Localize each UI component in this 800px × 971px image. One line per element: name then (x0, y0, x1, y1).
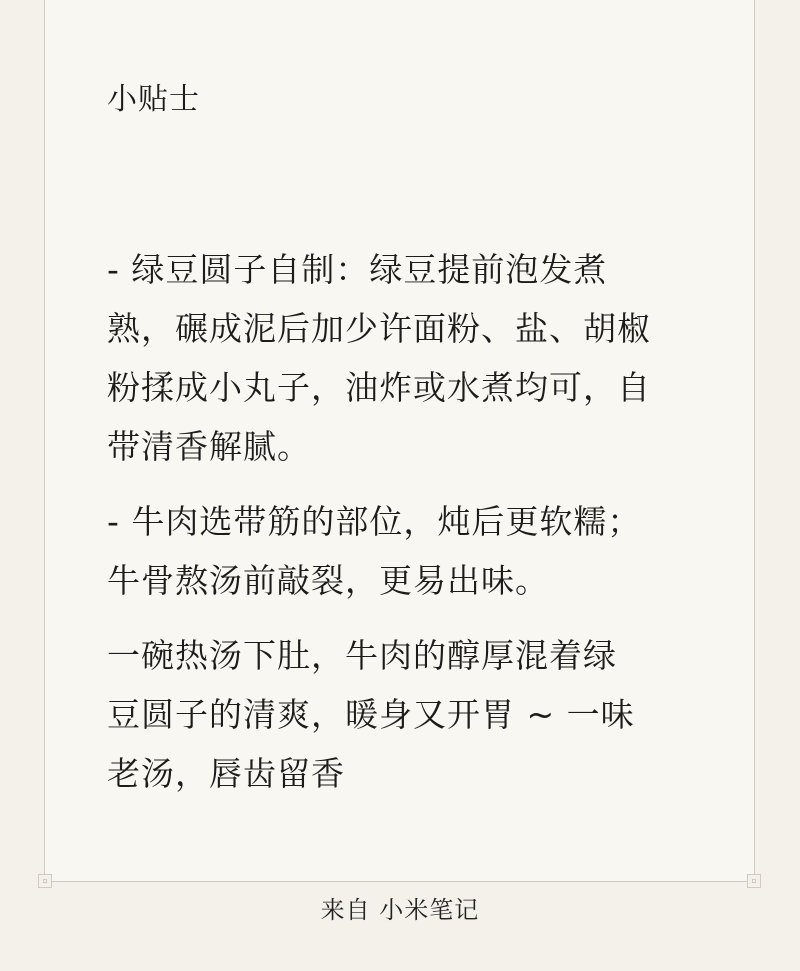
note-card (44, 0, 755, 882)
note-paragraph-beef-tips (107, 492, 707, 610)
text-line: 牛骨熬汤前敲裂，更易出味。 (107, 561, 549, 600)
text-line: - 绿豆圆子自制：绿豆提前泡发煮 (107, 250, 608, 289)
text-line: 熟，碾成泥后加少许面粉、盐、胡椒 (107, 309, 651, 348)
note-body[interactable] (107, 240, 707, 819)
text-line: 一碗热汤下肚，牛肉的醇厚混着绿 (107, 636, 617, 675)
note-paragraph-closing (107, 626, 707, 803)
note-title[interactable]: 小贴士 (107, 82, 200, 117)
corner-ornament-left (38, 874, 52, 888)
source-footer: 来自 小米笔记 (320, 896, 480, 924)
text-line: 粉揉成小丸子，油炸或水煮均可，自 (107, 368, 651, 407)
text-line: 老汤，唇齿留香 (107, 754, 345, 793)
note-paragraph-mung-bean-balls (107, 240, 707, 476)
text-line: - 牛肉选带筋的部位，炖后更软糯； (107, 502, 642, 541)
text-line: 带清香解腻。 (107, 427, 311, 466)
corner-ornament-right (747, 874, 761, 888)
text-line: 豆圆子的清爽，暖身又开胃 ~ 一味 (107, 695, 635, 734)
